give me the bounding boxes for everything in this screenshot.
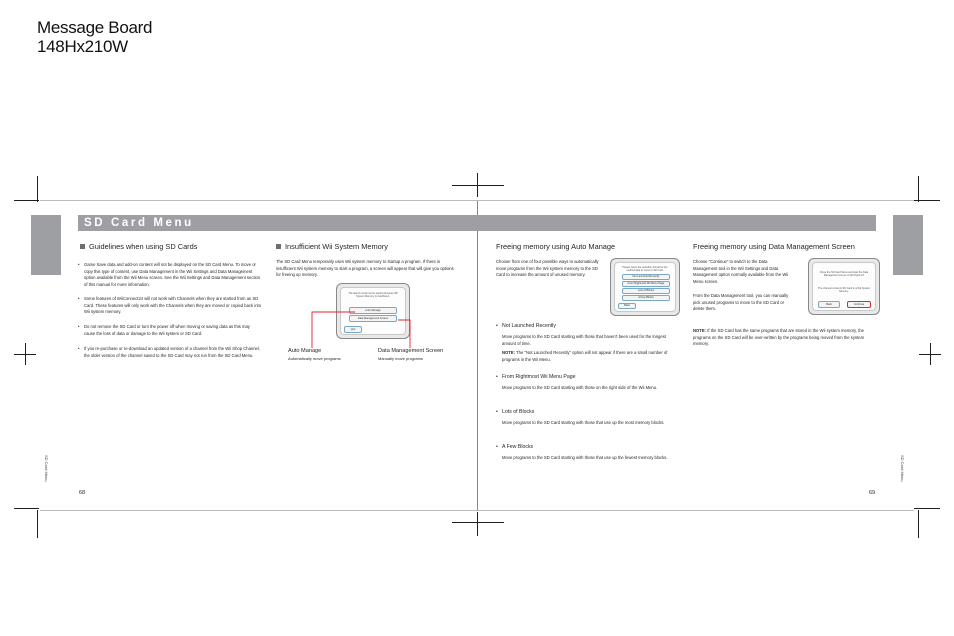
screen-message: The launch could not be started because Wii System Memory is insufficient. — [348, 292, 398, 299]
guidelines-heading: Guidelines when using SD Cards — [80, 242, 197, 251]
left-side-label: SD Card Menu — [44, 455, 49, 482]
screen-message: Close the SD Card Menu and start the Data Management screen in Wii Options? — [819, 271, 869, 278]
option-note: NOTE: The "Not Launched Recently" option will not appear if there are a small number of programs in the Wii Menu. — [502, 350, 668, 362]
option-title: • A Few Blocks — [502, 444, 533, 450]
screen-submessage: The channel contents SD Card in a Wii System Memory. — [817, 287, 871, 294]
option-desc: Move programs to the SD Card starting with those that use up the fewest memory blocks. — [502, 455, 668, 460]
insufficient-heading: Insufficient Wii System Memory — [276, 242, 388, 251]
insufficient-body: The SD Card Menu temporarily uses Wii system memory to startup a program. If there is insufficient Wii system memory to start a program, a screen will appear that will give you options for freeing up memory. — [276, 259, 454, 278]
guideline-bullet: • Game Save data and add-on content will not be displayed on the SD Card Menu. To move or copy this type of content, use Data Management in the Wii Settings and Data Management option available from the Wii Menu screen. See the Wii Settings and Data Management section of this manual for more information. — [84, 262, 262, 288]
data-management-screen — [808, 258, 880, 315]
auto-manage-button[interactable]: Auto Manage — [349, 307, 397, 314]
guideline-bullet: • Do not remove the SD Card or turn the power off when moving or saving data as this may cause the loss of data or damage to the Wii system or SD Card. — [84, 324, 262, 337]
data-management-body1: Choose "Continue" to switch to the Data Management tool in the Wii Settings and Data Management option normally available from the Wii Menu screen. — [693, 259, 789, 284]
auto-manage-heading: Freeing memory using Auto Manage — [496, 242, 616, 251]
data-management-body2: From the Data Management tool, you can manually pick unused programs to move to the SD Card or delete them. — [693, 293, 789, 312]
guideline-bullet: • Some features of WiiConnect24 will not work with Channels when they are started from an SD Card. These features will only work with the Channels when they are moved or copied back into Wii system memory. — [84, 296, 262, 316]
square-bullet-icon — [80, 244, 85, 249]
right-page-number: 69 — [869, 490, 876, 496]
auto-manage-sublabel: Automatically move programs — [288, 356, 341, 361]
right-side-label: SD Card Menu — [900, 455, 905, 482]
option-title: • Lots of Blocks — [502, 409, 534, 415]
rightmost-page-button[interactable]: From Rightmost Wii Menu Page — [622, 281, 670, 287]
option-desc: Move programs to the SD Card starting with those that haven't been used for the longest amount of time. — [502, 334, 666, 346]
data-management-note: NOTE: If the SD Card has the same programs that are stored in the Wii system memory, the programs on the SD Card will be over-written by the programs being moved from the system memory. — [693, 328, 865, 347]
left-tab — [31, 215, 61, 275]
section-title: SD Card Menu — [84, 217, 194, 229]
back-button[interactable]: Back — [818, 301, 840, 308]
option-desc: Move programs to the SD Card starting with those on the right side of the Wii Menu. — [502, 385, 658, 390]
few-blocks-button[interactable]: A Few Blocks — [622, 295, 670, 301]
continue-button[interactable]: Continue — [847, 301, 871, 308]
option-title: • From Rightmost Wii Menu Page — [502, 374, 576, 380]
quit-button[interactable]: Quit — [344, 326, 362, 333]
option-desc: Move programs to the SD Card starting with those that use up the most memory blocks. — [502, 420, 665, 425]
data-management-sublabel: Manually move programs — [378, 356, 423, 361]
data-management-button[interactable]: Data Management Screen — [349, 315, 397, 322]
job-header — [37, 18, 152, 56]
auto-manage-label: Auto Manage — [288, 348, 322, 354]
section-title-bar — [78, 215, 876, 231]
lots-of-blocks-button[interactable]: Lots of Blocks — [622, 288, 670, 294]
back-button[interactable]: Back — [618, 303, 636, 309]
left-page-number: 68 — [79, 490, 86, 496]
option-title: • Not Launched Recently — [502, 323, 556, 329]
auto-manage-body: Choose from one of four possible ways to automatically move programs from the Wii system memory to the SD Card to increase the amount of unused memory. — [496, 259, 599, 278]
auto-manage-screen — [610, 258, 680, 316]
screen-message: Please select the selection format for the method data to move to SD Card. — [622, 266, 668, 273]
header-title: Message Board — [37, 18, 153, 37]
square-bullet-icon — [276, 244, 281, 249]
data-management-heading: Freeing memory using Data Management Screen — [693, 242, 855, 251]
data-management-label: Data Management Screen — [378, 348, 444, 354]
guideline-bullet: • If you re-purchase or re-download an updated version of a channel from the Wii Shop Channel, the older version of the channel saved to the SD Card may not run from the SD Card Menu. — [84, 346, 262, 359]
not-launched-recently-button[interactable]: Not Launched Recently — [622, 274, 670, 280]
right-tab — [893, 215, 923, 275]
header-size: 148Hx210W — [37, 37, 128, 56]
